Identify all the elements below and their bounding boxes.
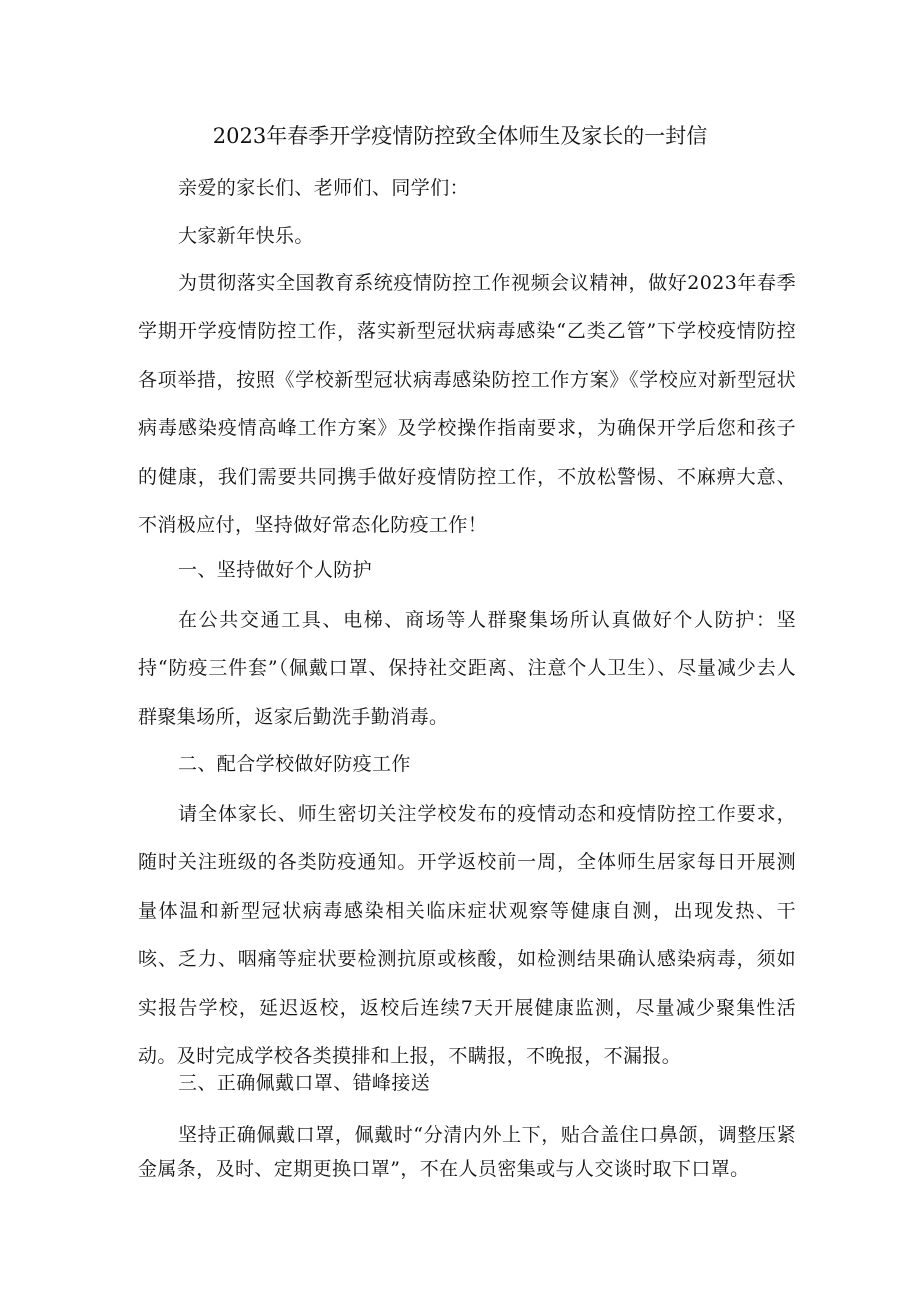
section-body-3: 坚持正确佩戴口罩，佩戴时“分清内外上下，贴合盖住口鼻颌，调整压紧金属条，及时、定期更换口罩”，不在人员密集或与人交谈时取下口罩。 [138, 1124, 796, 1180]
greeting: 大家新年快乐。 [178, 225, 314, 247]
section-body-2: 请全体家长、师生密切关注学校发布的疫情动态和疫情防控工作要求，随时关注班级的各类防疫通知。开学返校前一周，全体师生居家每日开展测量体温和新型冠状病毒感染相关临床症状观察等健康自测，出现发热、干咳、乏力、咽痛等症状要检测抗原或核酸，如检测结果确认感染病毒，须如实报告学校，延迟返校，返校后连续7天开展健康监测，尽量减少聚集性活动。及时完成学校各类摸排和上报，不瞒报，不晚报，不漏报。 [138, 803, 796, 1068]
section-heading-2: 二、配合学校做好防疫工作 [178, 753, 411, 775]
section-heading-1: 一、坚持做好个人防护 [178, 559, 373, 581]
document-title: 2023年春季开学疫情防控致全体师生及家长的一封信 [212, 124, 708, 148]
section-heading-3: 三、正确佩戴口罩、错峰接送 [178, 1072, 431, 1094]
salutation: 亲爱的家长们、老师们、同学们： [178, 177, 470, 199]
section-body-1: 在公共交通工具、电梯、商场等人群聚集场所认真做好个人防护：坚持“防疫三件套”（佩戴口罩、保持社交距离、注意个人卫生）、尽量减少去人群聚集场所，返家后勤洗手勤消毒。 [138, 609, 796, 728]
intro-paragraph: 为贯彻落实全国教育系统疫情防控工作视频会议精神，做好2023年春季学期开学疫情防控工作，落实新型冠状病毒感染“乙类乙管”下学校疫情防控各项举措，按照《学校新型冠状病毒感染防控工作方案》《学校应对新型冠状病毒感染疫情高峰工作方案》及学校操作指南要求，为确保开学后您和孩子的健康，我们需要共同携手做好疫情防控工作，不放松警惕、不麻痹大意、不消极应付，坚持做好常态化防疫工作！ [138, 272, 796, 537]
